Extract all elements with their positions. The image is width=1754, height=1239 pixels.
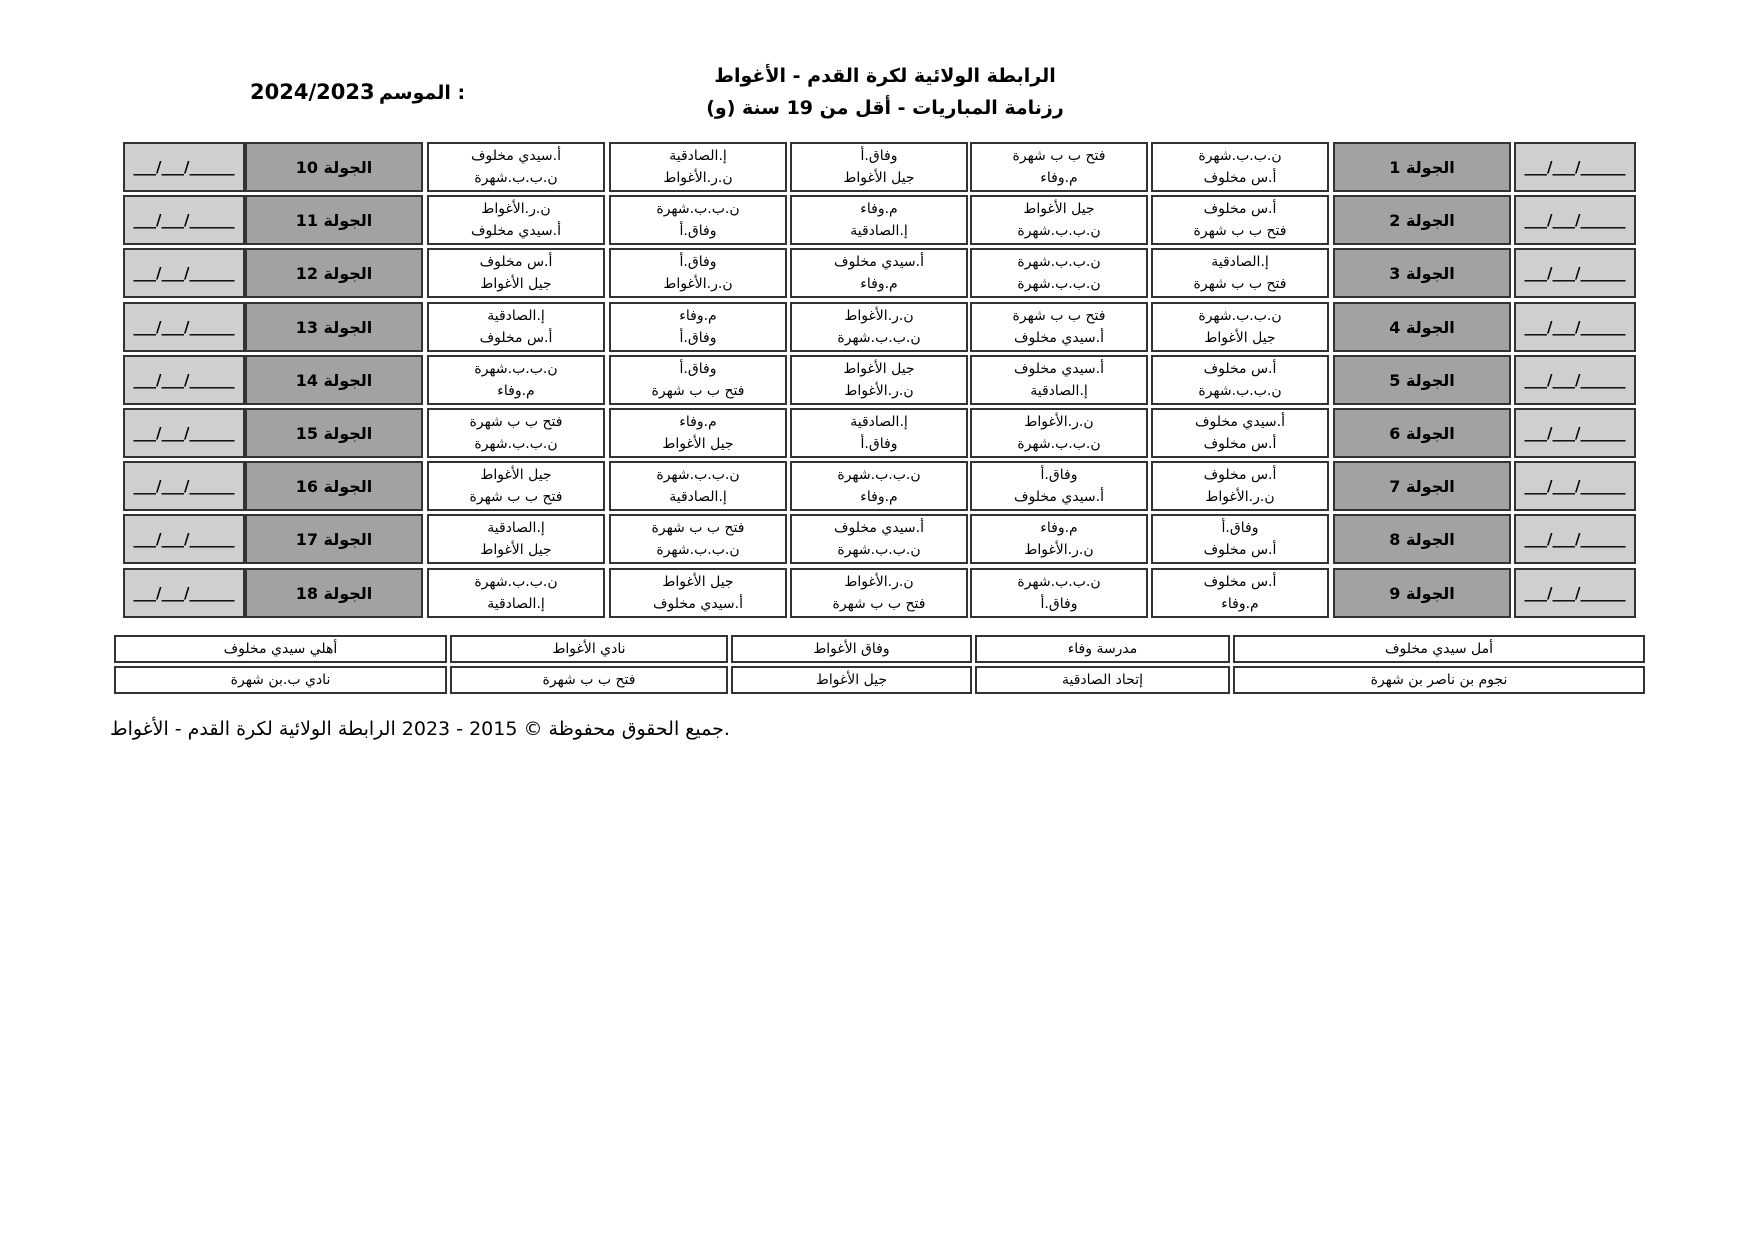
home-team: إ.الصادقية (487, 308, 545, 324)
away-team: ن.ر.الأغواط (1205, 489, 1275, 505)
home-team: ن.ب.ب.شهرة (1017, 254, 1101, 270)
match-cell (970, 461, 1148, 511)
round-label-left: الجولة 17 (245, 514, 423, 564)
round-label-right: الجولة 6 (1333, 408, 1511, 458)
home-team: أ.س مخلوف (1203, 201, 1277, 217)
home-team: إ.الصادقية (669, 148, 727, 164)
away-team: ن.ب.ب.شهرة (656, 542, 740, 558)
round-label-left: الجولة 18 (245, 568, 423, 618)
home-team: أ.س مخلوف (479, 254, 553, 270)
match-cell (609, 248, 787, 298)
home-team: وفاق.أ (679, 361, 717, 377)
match-date-left: ___/___/______ (123, 142, 245, 192)
home-team: فتح ب ب شهرة (651, 520, 745, 536)
match-date-right: ___/___/______ (1514, 514, 1636, 564)
away-team: إ.الصادقية (487, 596, 545, 612)
away-team: ن.ر.الأغواط (844, 383, 914, 399)
match-date-right: ___/___/______ (1514, 142, 1636, 192)
away-team: ن.ب.ب.شهرة (1017, 436, 1101, 452)
home-team: جيل الأغواط (843, 361, 915, 377)
match-cell (1151, 195, 1329, 245)
match-date-right: ___/___/______ (1514, 408, 1636, 458)
home-team: إ.الصادقية (850, 414, 908, 430)
away-team: إ.الصادقية (850, 223, 908, 239)
match-cell (1151, 142, 1329, 192)
match-cell (1151, 355, 1329, 405)
away-team: م.وفاء (860, 489, 898, 505)
match-cell (427, 248, 605, 298)
league-title: الرابطة الولائية لكرة القدم - الأغواط (714, 65, 1056, 87)
away-team: ن.ر.الأغواط (663, 276, 733, 292)
match-cell (609, 195, 787, 245)
match-date-left: ___/___/______ (123, 568, 245, 618)
home-team: وفاق.أ (679, 254, 717, 270)
home-team: ن.ر.الأغواط (1024, 414, 1094, 430)
match-cell (427, 408, 605, 458)
away-team: إ.الصادقية (1030, 383, 1088, 399)
home-team: م.وفاء (860, 201, 898, 217)
home-team: ن.ر.الأغواط (481, 201, 551, 217)
match-cell (1151, 461, 1329, 511)
home-team: فتح ب ب شهرة (1012, 308, 1106, 324)
away-team: م.وفاء (1040, 170, 1078, 186)
away-team: وفاق.أ (1040, 596, 1078, 612)
match-date-right: ___/___/______ (1514, 248, 1636, 298)
match-cell (609, 461, 787, 511)
team-name: نادي ب.بن شهرة (114, 666, 447, 694)
away-team: ن.ر.الأغواط (1024, 542, 1094, 558)
match-cell (790, 195, 968, 245)
match-cell (1151, 408, 1329, 458)
team-name: مدرسة وفاء (975, 635, 1230, 663)
match-date-right: ___/___/______ (1514, 302, 1636, 352)
match-date-left: ___/___/______ (123, 302, 245, 352)
match-cell (790, 302, 968, 352)
round-label-right: الجولة 3 (1333, 248, 1511, 298)
home-team: وفاق.أ (1221, 520, 1259, 536)
away-team: وفاق.أ (679, 330, 717, 346)
home-team: إ.الصادقية (487, 520, 545, 536)
round-label-left: الجولة 11 (245, 195, 423, 245)
round-label-left: الجولة 12 (245, 248, 423, 298)
team-name: نجوم بن ناصر بن شهرة (1233, 666, 1645, 694)
round-label-right: الجولة 5 (1333, 355, 1511, 405)
season-label: الموسم : (379, 82, 466, 104)
home-team: م.وفاء (1040, 520, 1078, 536)
home-team: ن.ب.ب.شهرة (474, 574, 558, 590)
match-date-left: ___/___/______ (123, 248, 245, 298)
match-cell (609, 142, 787, 192)
home-team: ن.ب.ب.شهرة (656, 467, 740, 483)
copyright-footer: جميع الحقوق محفوظة © 2015 - 2023 الرابطة الولائية لكرة القدم - الأغواط. (110, 718, 730, 740)
match-cell (970, 142, 1148, 192)
away-team: م.وفاء (1221, 596, 1259, 612)
match-cell (609, 568, 787, 618)
round-label-left: الجولة 16 (245, 461, 423, 511)
season-value: 2024/2023 (250, 80, 375, 104)
match-date-left: ___/___/______ (123, 514, 245, 564)
away-team: ن.ب.ب.شهرة (474, 436, 558, 452)
match-cell (790, 248, 968, 298)
team-name: جيل الأغواط (731, 666, 972, 694)
home-team: ن.ر.الأغواط (844, 308, 914, 324)
match-cell (790, 142, 968, 192)
match-cell (970, 195, 1148, 245)
away-team: م.وفاء (860, 276, 898, 292)
team-name: نادي الأغواط (450, 635, 728, 663)
away-team: أ.سيدي مخلوف (471, 223, 561, 239)
home-team: أ.سيدي مخلوف (834, 520, 924, 536)
match-date-left: ___/___/______ (123, 355, 245, 405)
round-label-left: الجولة 13 (245, 302, 423, 352)
match-cell (427, 302, 605, 352)
round-label-left: الجولة 14 (245, 355, 423, 405)
home-team: أ.س مخلوف (1203, 361, 1277, 377)
away-team: ن.ر.الأغواط (663, 170, 733, 186)
home-team: فتح ب ب شهرة (469, 414, 563, 430)
home-team: ن.ب.ب.شهرة (474, 361, 558, 377)
match-cell (427, 195, 605, 245)
team-name: إتحاد الصادقية (975, 666, 1230, 694)
away-team: وفاق.أ (679, 223, 717, 239)
away-team: ن.ب.ب.شهرة (837, 542, 921, 558)
away-team: أ.س مخلوف (1203, 436, 1277, 452)
match-date-left: ___/___/______ (123, 461, 245, 511)
match-cell (790, 355, 968, 405)
round-label-right: الجولة 7 (1333, 461, 1511, 511)
away-team: جيل الأغواط (662, 436, 734, 452)
home-team: وفاق.أ (1040, 467, 1078, 483)
home-team: أ.سيدي مخلوف (1014, 361, 1104, 377)
match-cell (609, 302, 787, 352)
match-cell (427, 514, 605, 564)
match-cell (1151, 568, 1329, 618)
round-label-right: الجولة 9 (1333, 568, 1511, 618)
match-cell (970, 408, 1148, 458)
match-date-right: ___/___/______ (1514, 355, 1636, 405)
match-cell (609, 514, 787, 564)
round-label-left: الجولة 15 (245, 408, 423, 458)
team-name: أمل سيدي مخلوف (1233, 635, 1645, 663)
away-team: جيل الأغواط (480, 542, 552, 558)
away-team: إ.الصادقية (669, 489, 727, 505)
home-team: ن.ب.ب.شهرة (1198, 148, 1282, 164)
home-team: جيل الأغواط (1023, 201, 1095, 217)
match-cell (970, 568, 1148, 618)
team-name: أهلي سيدي مخلوف (114, 635, 447, 663)
match-cell (427, 461, 605, 511)
home-team: أ.سيدي مخلوف (834, 254, 924, 270)
away-team: أ.سيدي مخلوف (1014, 489, 1104, 505)
match-cell (1151, 248, 1329, 298)
away-team: ن.ب.ب.شهرة (474, 170, 558, 186)
home-team: ن.ب.ب.شهرة (656, 201, 740, 217)
match-cell (970, 514, 1148, 564)
match-cell (609, 355, 787, 405)
away-team: فتح ب ب شهرة (469, 489, 563, 505)
away-team: وفاق.أ (860, 436, 898, 452)
home-team: م.وفاء (679, 414, 717, 430)
team-name: فتح ب ب شهرة (450, 666, 728, 694)
match-cell (790, 568, 968, 618)
away-team: فتح ب ب شهرة (1193, 223, 1287, 239)
home-team: وفاق.أ (860, 148, 898, 164)
away-team: فتح ب ب شهرة (1193, 276, 1287, 292)
round-label-right: الجولة 8 (1333, 514, 1511, 564)
away-team: ن.ب.ب.شهرة (1198, 383, 1282, 399)
match-cell (609, 408, 787, 458)
match-cell (427, 142, 605, 192)
away-team: فتح ب ب شهرة (832, 596, 926, 612)
away-team: فتح ب ب شهرة (651, 383, 745, 399)
match-cell (970, 302, 1148, 352)
match-date-left: ___/___/______ (123, 195, 245, 245)
team-name: وفاق الأغواط (731, 635, 972, 663)
home-team: أ.سيدي مخلوف (1195, 414, 1285, 430)
match-cell (970, 248, 1148, 298)
match-cell (427, 568, 605, 618)
away-team: ن.ب.ب.شهرة (1017, 223, 1101, 239)
home-team: جيل الأغواط (662, 574, 734, 590)
home-team: ن.ب.ب.شهرة (837, 467, 921, 483)
match-cell (427, 355, 605, 405)
match-cell (970, 355, 1148, 405)
round-label-left: الجولة 10 (245, 142, 423, 192)
match-cell (1151, 514, 1329, 564)
away-team: م.وفاء (497, 383, 535, 399)
away-team: أ.سيدي مخلوف (1014, 330, 1104, 346)
match-date-right: ___/___/______ (1514, 568, 1636, 618)
away-team: جيل الأغواط (480, 276, 552, 292)
match-date-right: ___/___/______ (1514, 461, 1636, 511)
away-team: أ.س مخلوف (1203, 170, 1277, 186)
round-label-right: الجولة 4 (1333, 302, 1511, 352)
match-cell (790, 408, 968, 458)
round-label-right: الجولة 1 (1333, 142, 1511, 192)
match-date-left: ___/___/______ (123, 408, 245, 458)
match-date-right: ___/___/______ (1514, 195, 1636, 245)
schedule-title: رزنامة المباريات - أقل من 19 سنة (و) (706, 97, 1064, 119)
match-cell (1151, 302, 1329, 352)
away-team: أ.س مخلوف (479, 330, 553, 346)
home-team: جيل الأغواط (480, 467, 552, 483)
home-team: أ.سيدي مخلوف (471, 148, 561, 164)
away-team: أ.س مخلوف (1203, 542, 1277, 558)
home-team: ن.ر.الأغواط (844, 574, 914, 590)
home-team: أ.س مخلوف (1203, 467, 1277, 483)
home-team: أ.س مخلوف (1203, 574, 1277, 590)
away-team: أ.سيدي مخلوف (653, 596, 743, 612)
home-team: فتح ب ب شهرة (1012, 148, 1106, 164)
match-cell (790, 461, 968, 511)
away-team: ن.ب.ب.شهرة (1017, 276, 1101, 292)
home-team: ن.ب.ب.شهرة (1198, 308, 1282, 324)
away-team: جيل الأغواط (843, 170, 915, 186)
away-team: جيل الأغواط (1204, 330, 1276, 346)
round-label-right: الجولة 2 (1333, 195, 1511, 245)
match-cell (790, 514, 968, 564)
home-team: ن.ب.ب.شهرة (1017, 574, 1101, 590)
home-team: م.وفاء (679, 308, 717, 324)
home-team: إ.الصادقية (1211, 254, 1269, 270)
away-team: ن.ب.ب.شهرة (837, 330, 921, 346)
